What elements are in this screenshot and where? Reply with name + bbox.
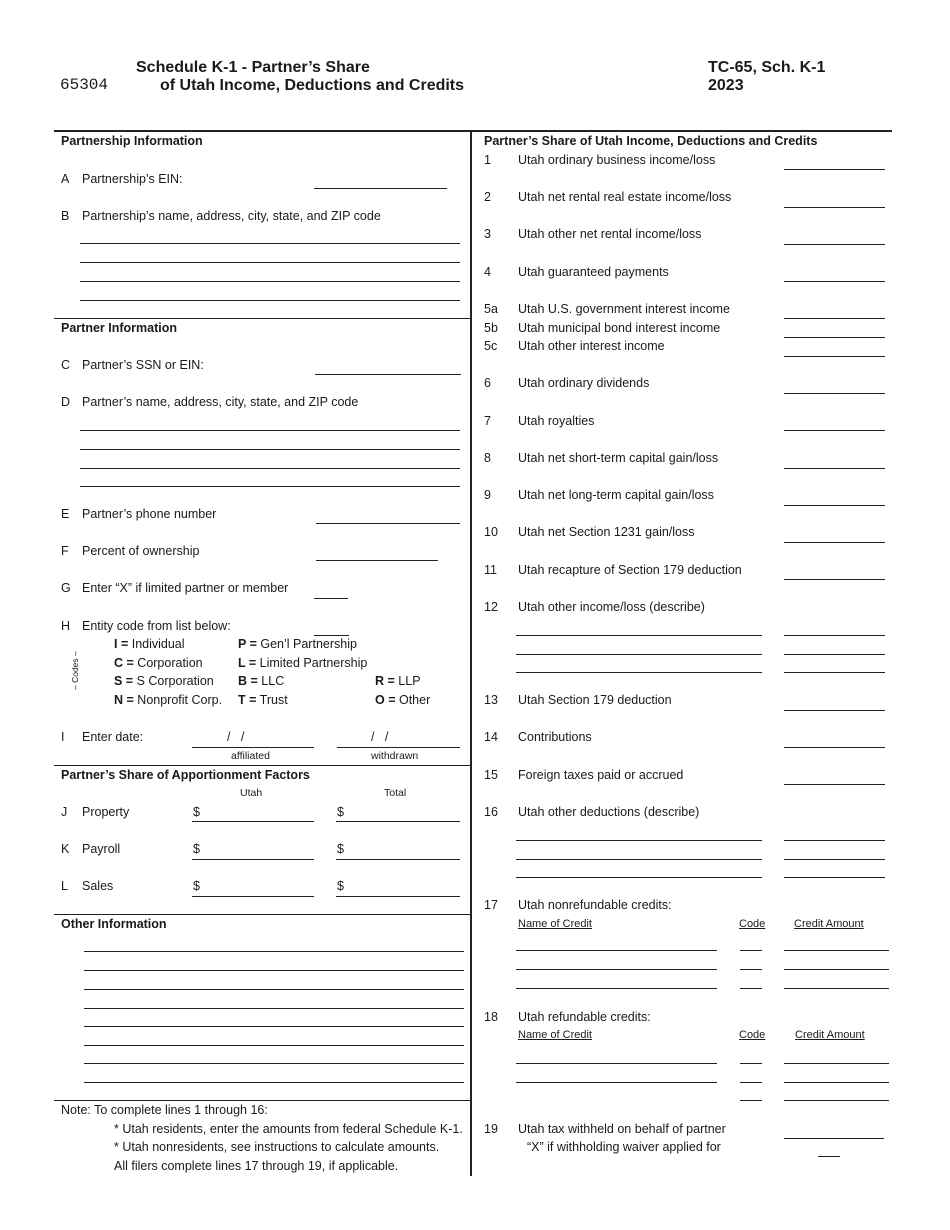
line-7-num: 7	[484, 414, 491, 428]
line-l-letter: L	[61, 879, 68, 893]
line-18-num: 18	[484, 1010, 498, 1024]
line-3-amount[interactable]	[784, 244, 885, 245]
note-residents: * Utah residents, enter the amounts from federal Schedule K-1.	[114, 1122, 463, 1136]
page-subtitle: of Utah Income, Deductions and Credits	[160, 77, 465, 94]
line-10-amount[interactable]	[784, 542, 885, 543]
date-separator-withdrawn: / /	[371, 730, 389, 744]
column-divider	[470, 131, 472, 1176]
other-info-field[interactable]	[84, 1008, 464, 1009]
other-info-field[interactable]	[84, 970, 464, 971]
line-14-num: 14	[484, 730, 498, 744]
line-5b-label: Utah municipal bond interest income	[518, 321, 721, 335]
column-code: Code	[739, 918, 766, 930]
line-e-letter: E	[61, 507, 70, 521]
line-1-num: 1	[484, 153, 491, 167]
line-9-amount[interactable]	[784, 505, 885, 506]
line-13-num: 13	[484, 693, 498, 707]
line-3-num: 3	[484, 227, 491, 241]
note-nonresidents: * Utah nonresidents, see instructions to calculate amounts.	[114, 1140, 440, 1154]
divider-apportion	[54, 765, 470, 766]
section-partnership-info: Partnership Information	[61, 134, 203, 148]
line-16-label: Utah other deductions (describe)	[518, 805, 700, 819]
line-5c-label: Utah other interest income	[518, 339, 665, 353]
sales-utah-field[interactable]	[192, 896, 314, 897]
line-7-label: Utah royalties	[518, 414, 595, 428]
partner-phone-field[interactable]	[316, 523, 460, 524]
line-17-label: Utah nonrefundable credits:	[518, 898, 672, 912]
line-d-label: Partner’s name, address, city, state, and ZIP code	[82, 395, 359, 409]
line-1-amount[interactable]	[784, 169, 885, 170]
code-llp: R = LLP	[375, 674, 421, 688]
nonrefundable-credit-name[interactable]	[516, 969, 717, 970]
top-rule	[54, 130, 892, 132]
line-9-num: 9	[484, 488, 491, 502]
refundable-credit-name[interactable]	[516, 1082, 717, 1083]
line-6-label: Utah ordinary dividends	[518, 376, 650, 390]
dollar-sign: $	[193, 879, 200, 893]
dollar-sign: $	[337, 842, 344, 856]
ownership-percent-field[interactable]	[316, 560, 438, 561]
other-info-field[interactable]	[84, 1082, 464, 1083]
page-title: Schedule K-1 - Partner’s Share	[136, 59, 370, 76]
line-a-label: Partnership’s EIN:	[82, 172, 183, 186]
column-name-of-credit: Name of Credit	[518, 918, 592, 930]
line-11-label: Utah recapture of Section 179 deduction	[518, 563, 742, 577]
partner-address-field[interactable]	[80, 449, 460, 450]
section-utah-income: Partner’s Share of Utah Income, Deductions and Credits	[484, 134, 818, 148]
line-k-letter: K	[61, 842, 70, 856]
withdrawn-label: withdrawn	[371, 750, 419, 762]
property-total-field[interactable]	[336, 821, 460, 822]
line-5a-label: Utah U.S. government interest income	[518, 302, 730, 316]
divider-note	[54, 1100, 470, 1101]
column-credit-amount: Credit Amount	[794, 918, 864, 930]
column-total: Total	[384, 787, 407, 799]
withdrawn-date-field[interactable]	[337, 747, 460, 748]
line-k-label: Payroll	[82, 842, 121, 856]
refundable-credit-name[interactable]	[516, 1063, 717, 1064]
line-4-amount[interactable]	[784, 281, 885, 282]
line-12-description[interactable]	[516, 654, 762, 655]
line-7-amount[interactable]	[784, 430, 885, 431]
line-14-amount[interactable]	[784, 747, 885, 748]
refundable-credit-code[interactable]	[740, 1063, 762, 1064]
line-11-num: 11	[484, 563, 497, 577]
nonrefundable-credit-name[interactable]	[516, 988, 717, 989]
other-info-field[interactable]	[84, 989, 464, 990]
line-15-num: 15	[484, 768, 498, 782]
dollar-sign: $	[193, 805, 200, 819]
form-id: TC-65, Sch. K-1	[708, 59, 826, 76]
line-2-label: Utah net rental real estate income/loss	[518, 190, 732, 204]
partner-address-field[interactable]	[80, 430, 460, 431]
entity-code-field[interactable]	[314, 635, 349, 636]
divider-other	[54, 914, 470, 915]
line-9-label: Utah net long-term capital gain/loss	[518, 488, 714, 502]
line-l-label: Sales	[82, 879, 114, 893]
limited-partner-x-field[interactable]	[314, 598, 348, 599]
code-individual: I = Individual	[114, 637, 185, 651]
sales-total-field[interactable]	[336, 896, 460, 897]
line-12-label: Utah other income/loss (describe)	[518, 600, 705, 614]
partnership-address-field[interactable]	[80, 300, 460, 301]
line-3-label: Utah other net rental income/loss	[518, 227, 702, 241]
payroll-utah-field[interactable]	[192, 859, 314, 860]
line-f-label: Percent of ownership	[82, 544, 200, 558]
codes-label: – Codes –	[70, 651, 80, 690]
line-6-num: 6	[484, 376, 491, 390]
line-c-letter: C	[61, 358, 71, 372]
nonrefundable-credit-code[interactable]	[740, 988, 762, 989]
line-16-amount[interactable]	[784, 877, 885, 878]
line-b-letter: B	[61, 209, 70, 223]
line-16-amount[interactable]	[784, 859, 885, 860]
dollar-sign: $	[193, 842, 200, 856]
line-15-amount[interactable]	[784, 784, 885, 785]
line-h-letter: H	[61, 619, 71, 633]
section-partner-info: Partner Information	[61, 321, 177, 335]
refundable-credit-amount[interactable]	[784, 1100, 889, 1101]
line-5b-amount[interactable]	[784, 337, 885, 338]
line-13-label: Utah Section 179 deduction	[518, 693, 672, 707]
partnership-address-field[interactable]	[80, 281, 460, 282]
line-1-label: Utah ordinary business income/loss	[518, 153, 716, 167]
other-info-field[interactable]	[84, 951, 464, 952]
withholding-waiver-x-field[interactable]	[818, 1156, 840, 1157]
line-5a-num: 5a	[484, 302, 498, 316]
affiliated-label: affiliated	[231, 750, 270, 762]
form-year: 2023	[708, 77, 744, 94]
partnership-address-field[interactable]	[80, 243, 460, 244]
line-16-description[interactable]	[516, 877, 762, 878]
line-19-label: Utah tax withheld on behalf of partner	[518, 1122, 726, 1136]
refundable-credit-amount[interactable]	[784, 1082, 889, 1083]
nonrefundable-credit-code[interactable]	[740, 950, 762, 951]
line-4-num: 4	[484, 265, 491, 279]
line-16-amount[interactable]	[784, 840, 885, 841]
line-j-letter: J	[61, 805, 68, 819]
line-d-letter: D	[61, 395, 71, 409]
line-5b-num: 5b	[484, 321, 498, 335]
line-12-amount[interactable]	[784, 635, 885, 636]
line-5c-num: 5c	[484, 339, 498, 353]
nonrefundable-credit-amount[interactable]	[784, 969, 889, 970]
divider-partner	[54, 318, 470, 319]
line-16-num: 16	[484, 805, 498, 819]
section-other-info: Other Information	[61, 917, 167, 931]
code-llc: B = LLC	[238, 674, 285, 688]
line-8-num: 8	[484, 451, 491, 465]
line-e-label: Partner’s phone number	[82, 507, 217, 521]
line-16-description[interactable]	[516, 859, 762, 860]
line-12-description[interactable]	[516, 672, 762, 673]
partnership-ein-field[interactable]	[314, 188, 447, 189]
form-code: 65304	[60, 76, 109, 94]
code-corporation: C = Corporation	[114, 656, 203, 670]
code-s-corporation: S = S Corporation	[114, 674, 214, 688]
affiliated-date-field[interactable]	[192, 747, 314, 748]
payroll-total-field[interactable]	[336, 859, 460, 860]
refundable-credit-amount[interactable]	[784, 1063, 889, 1064]
line-19-num: 19	[484, 1122, 498, 1136]
line-10-label: Utah net Section 1231 gain/loss	[518, 525, 695, 539]
line-12-description[interactable]	[516, 635, 762, 636]
nonrefundable-credit-amount[interactable]	[784, 988, 889, 989]
line-13-amount[interactable]	[784, 710, 885, 711]
line-g-letter: G	[61, 581, 71, 595]
nonrefundable-credit-name[interactable]	[516, 950, 717, 951]
partner-ssn-field[interactable]	[315, 374, 461, 375]
line-16-description[interactable]	[516, 840, 762, 841]
line-10-num: 10	[484, 525, 498, 539]
partner-address-field[interactable]	[80, 486, 460, 487]
column-credit-amount: Credit Amount	[795, 1029, 865, 1041]
line-2-num: 2	[484, 190, 491, 204]
line-5c-amount[interactable]	[784, 356, 885, 357]
line-f-letter: F	[61, 544, 69, 558]
line-5a-amount[interactable]	[784, 318, 885, 319]
partner-address-field[interactable]	[80, 468, 460, 469]
line-i-label: Enter date:	[82, 730, 144, 744]
code-nonprofit: N = Nonprofit Corp.	[114, 693, 223, 707]
withholding-waiver-label: “X” if withholding waiver applied for	[527, 1140, 721, 1154]
line-j-label: Property	[82, 805, 130, 819]
date-separator-affiliated: / /	[227, 730, 245, 744]
line-18-label: Utah refundable credits:	[518, 1010, 651, 1024]
line-b-label: Partnership’s name, address, city, state, and ZIP code	[82, 209, 381, 223]
line-12-amount[interactable]	[784, 654, 885, 655]
line-14-label: Contributions	[518, 730, 592, 744]
column-utah: Utah	[240, 787, 263, 799]
line-19-amount[interactable]	[784, 1138, 884, 1139]
line-8-label: Utah net short-term capital gain/loss	[518, 451, 719, 465]
line-h-label: Entity code from list below:	[82, 619, 231, 633]
line-a-letter: A	[61, 172, 70, 186]
code-limited-partnership: L = Limited Partnership	[238, 656, 368, 670]
other-info-field[interactable]	[84, 1063, 464, 1064]
dollar-sign: $	[337, 805, 344, 819]
refundable-credit-code[interactable]	[740, 1082, 762, 1083]
column-code: Code	[739, 1029, 766, 1041]
nonrefundable-credit-amount[interactable]	[784, 950, 889, 951]
line-i-letter: I	[61, 730, 65, 744]
refundable-credit-code[interactable]	[740, 1100, 762, 1101]
line-11-amount[interactable]	[784, 579, 885, 580]
line-17-num: 17	[484, 898, 498, 912]
dollar-sign: $	[337, 879, 344, 893]
line-g-label: Enter “X” if limited partner or member	[82, 581, 289, 595]
property-utah-field[interactable]	[192, 821, 314, 822]
line-12-amount[interactable]	[784, 672, 885, 673]
line-4-label: Utah guaranteed payments	[518, 265, 669, 279]
other-info-field[interactable]	[84, 1026, 464, 1027]
code-trust: T = Trust	[238, 693, 288, 707]
section-apportionment: Partner’s Share of Apportionment Factors	[61, 768, 310, 782]
line-12-num: 12	[484, 600, 498, 614]
column-name-of-credit: Name of Credit	[518, 1029, 592, 1041]
line-6-amount[interactable]	[784, 393, 885, 394]
line-8-amount[interactable]	[784, 468, 885, 469]
code-other: O = Other	[375, 693, 431, 707]
note-all-filers: All filers complete lines 17 through 19, if applicable.	[114, 1159, 399, 1173]
partnership-address-field[interactable]	[80, 262, 460, 263]
line-2-amount[interactable]	[784, 207, 885, 208]
other-info-field[interactable]	[84, 1045, 464, 1046]
note-title: Note: To complete lines 1 through 16:	[61, 1103, 268, 1117]
line-c-label: Partner’s SSN or EIN:	[82, 358, 204, 372]
code-general-partnership: P = Gen’l Partnership	[238, 637, 357, 651]
line-15-label: Foreign taxes paid or accrued	[518, 768, 684, 782]
nonrefundable-credit-code[interactable]	[740, 969, 762, 970]
